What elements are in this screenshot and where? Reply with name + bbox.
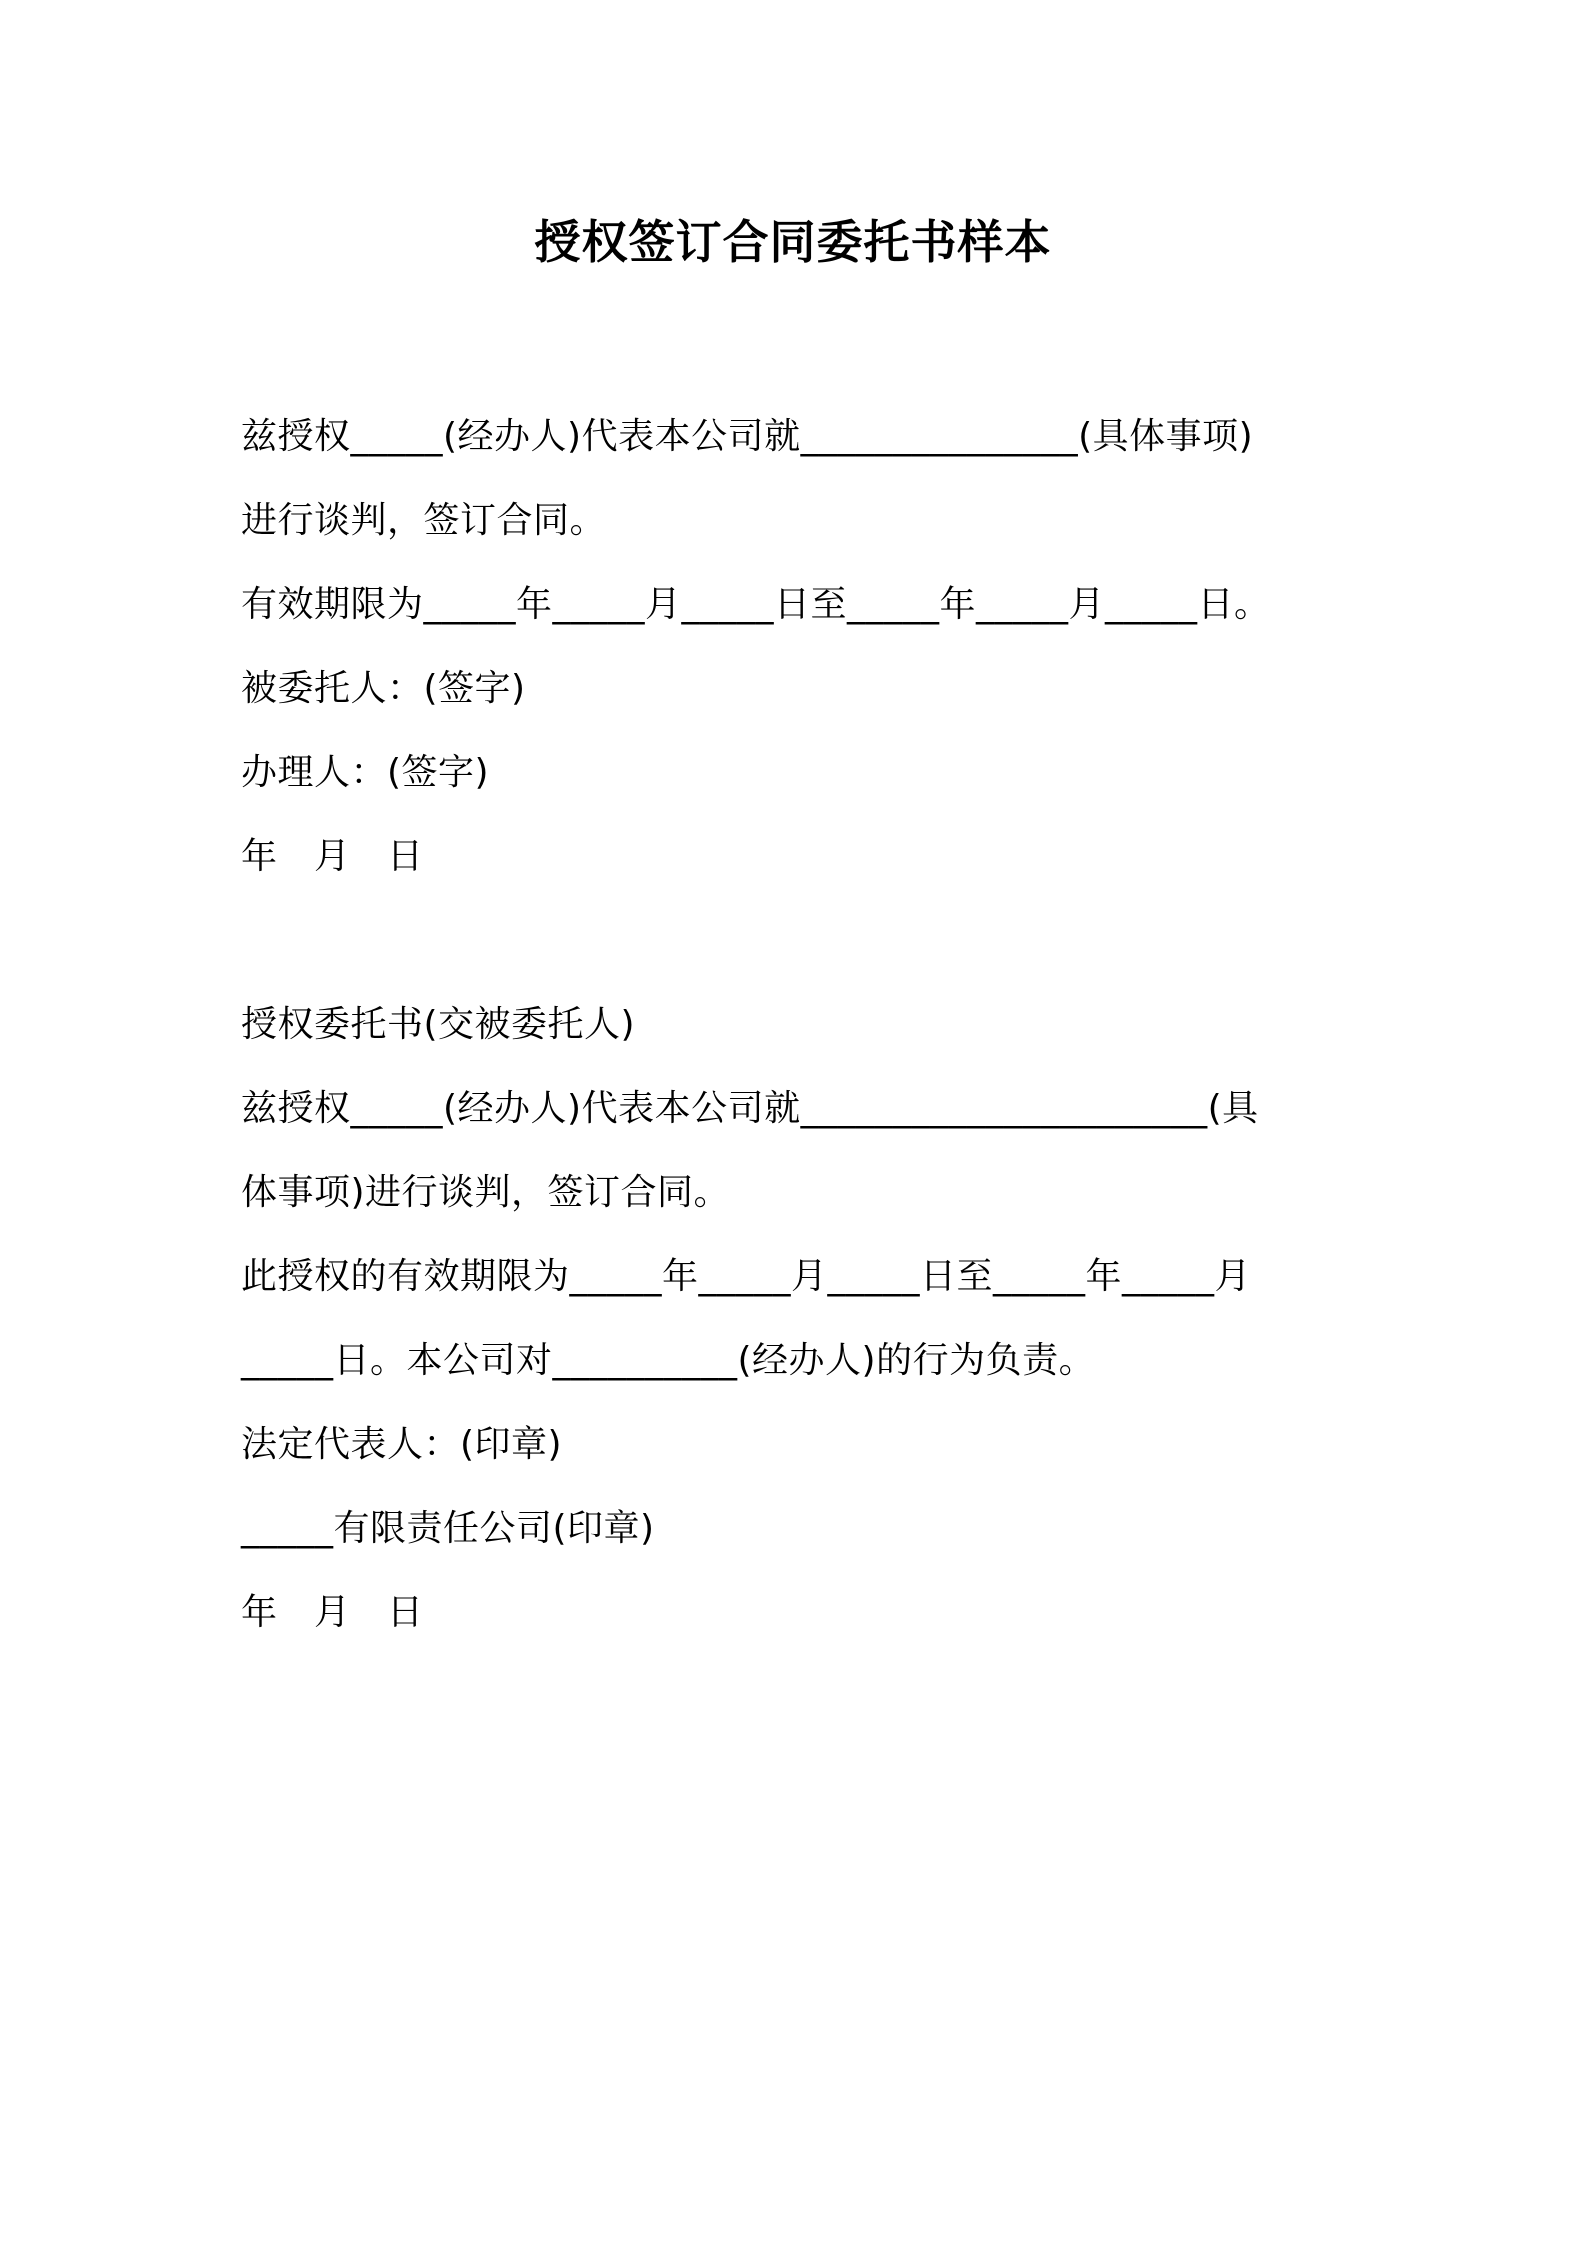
negotiation-line: 体事项)进行谈判，签订合同。 bbox=[241, 1172, 731, 1213]
negotiation-line: 进行谈判，签订合同。 bbox=[241, 500, 607, 541]
legal-representative-line: 法定代表人：(印章) bbox=[241, 1424, 563, 1465]
handler-signature-line: 办理人：(签字) bbox=[241, 752, 490, 793]
validity-period-line: 有效期限为_____年_____月_____日至_____年_____月_____日。 bbox=[241, 584, 1271, 625]
trustee-signature-line: 被委托人：(签字) bbox=[241, 668, 526, 709]
date-line: 年 月 日 bbox=[241, 836, 424, 877]
authorization-line: 兹授权_____(经办人)代表本公司就_______________(具体事项) bbox=[241, 416, 1254, 457]
authorization-line: 兹授权_____(经办人)代表本公司就______________________(具 bbox=[241, 1088, 1259, 1129]
date-line: 年 月 日 bbox=[241, 1592, 424, 1633]
validity-period-line: 此授权的有效期限为_____年_____月_____日至_____年_____月 bbox=[241, 1256, 1252, 1297]
responsibility-line: _____日。本公司对__________(经办人)的行为负责。 bbox=[241, 1340, 1096, 1381]
document-title: 授权签订合同委托书样本 bbox=[534, 215, 1052, 269]
section-heading: 授权委托书(交被委托人) bbox=[241, 1004, 636, 1045]
company-seal-line: _____有限责任公司(印章) bbox=[241, 1508, 655, 1549]
